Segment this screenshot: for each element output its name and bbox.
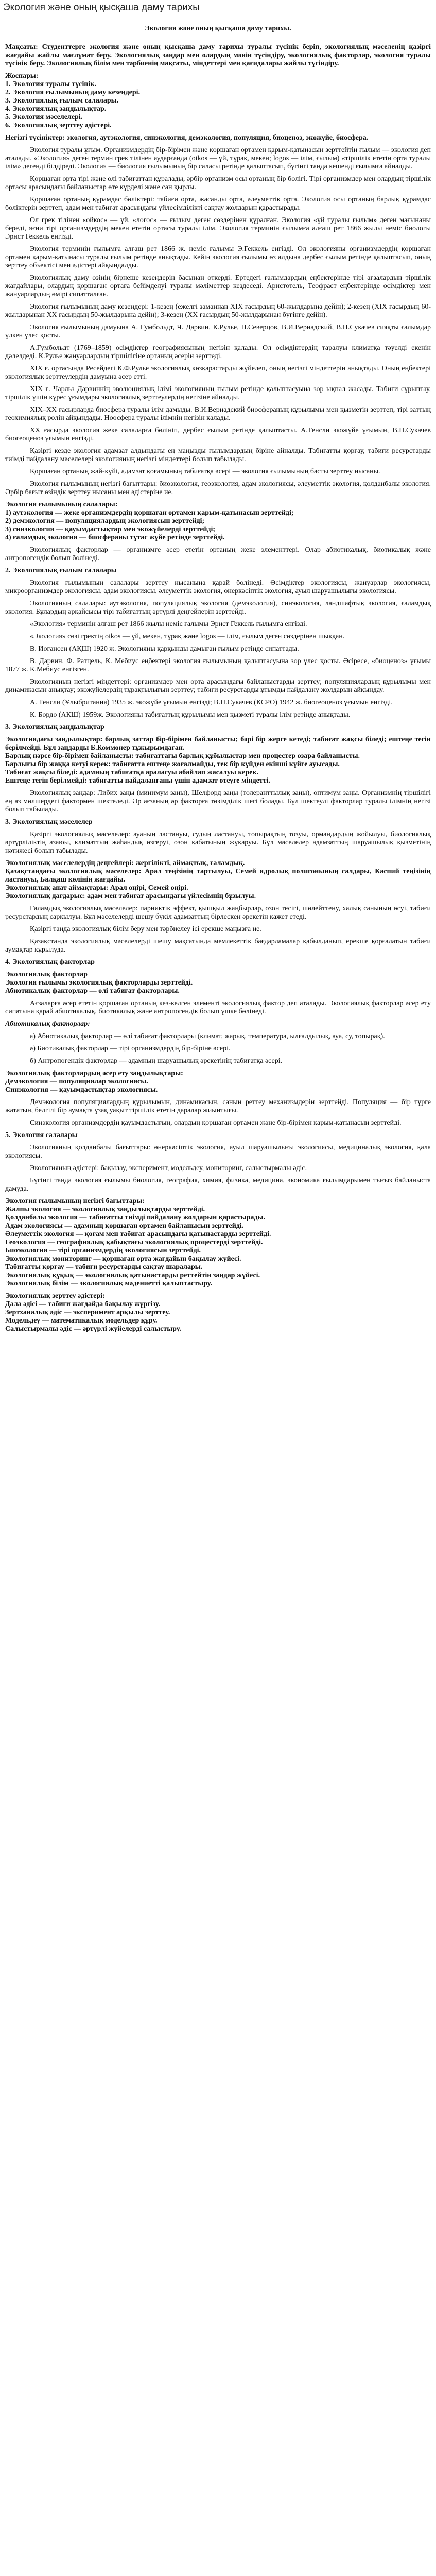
- paragraph: Қазіргі таңда экологиялық білім беру мен тәрбиелеу ісі ерекше маңызға ие.: [30, 925, 261, 933]
- paragraph: Ғаламдық экологиялық мәселелер: парниктік эффект, қышқыл жаңбырлар, озон тесігі, шөлейттену, халық санының өсуі, табиғи ресурстардың сарқылуы. Бұл мәселелерді шешу бүкіл адамзаттың бірлескен әрекетін қажет етеді.: [5, 905, 431, 921]
- paragraph: Экологияның қолданбалы бағыттары: өнеркәсіптік экология, ауыл шаруашылығы экологиясы, медициналық экология, қала экологиясы.: [5, 1144, 431, 1160]
- paragraph: б) Антропогендік факторлар — адамның шаруашылық әрекетінің табиғатқа әсері.: [30, 1057, 283, 1065]
- paragraph: Бүгінгі таңда экология ғылымы биология, география, химия, физика, медицина, экономика ғылымдарымен тығыз байланыста дамуда.: [5, 1177, 431, 1193]
- paragraph: Экологияның әдістері: бақылау, эксперимент, модельдеу, мониторинг, салыстырмалы әдіс.: [30, 1164, 307, 1172]
- paragraph: 4. Экологиялық факторлар: [5, 958, 95, 966]
- paragraph: XIX ғ. Чарльз Дарвиннің эволюциялық ілімі экологияның ғылым ретінде қалыптасуына зор ықпал жасады. Табиғи сұрыптау, тіршілік үшін күрес ұғымдары экологиялық зерттеулердің негізіне айналды.: [5, 385, 431, 401]
- document-body: [0, 15, 436, 1333]
- paragraph: 3. Экологиялық заңдылықтар: [5, 723, 104, 731]
- paragraph: А. Тенсли (Ұлыбритания) 1935 ж. экожүйе ұғымын енгізді; В.Н.Сукачев (КСРО) 1942 ж. биогеоценоз ұғымын енгізді.: [30, 699, 393, 706]
- paragraph: Экология ғылымының даму кезеңдері: 1-кезең (ежелгі заманнан XIX ғасырдың 60-жылдарына дейін); 2-кезең (XIX ғасырдың 60-жылдарынан XX ғасырдың 50-жылдарына дейін); 3-кезең (XX ғасырдың 50-жылдарынан бүгінге дейін).: [5, 303, 431, 319]
- paragraph: Қазақстанда экологиялық мәселелерді шешу мақсатында мемлекеттік бағдарламалар қабылданып, ерекше қорғалатын табиғи аумақтар құрылуда.: [5, 938, 431, 954]
- paragraph: Абиотикалық факторлар:: [5, 1020, 90, 1028]
- paragraph: Экология ғылымының салалары зерттеу нысанына қарай бөлінеді. Өсімдіктер экологиясы, жануарлар экологиясы, микроорганизмдер экологиясы, адам экологиясы, әлеуметтік экология, өнеркәсіптік экология, ауыл шаруашылығы экологиясы.: [5, 579, 431, 595]
- paragraph: К. Бордо (АҚШ) 1959ж. Экологияны табиғаттың құрылымы мен қызметі туралы ілім ретінде анықтады.: [30, 711, 351, 719]
- paragraph: Экологияның негізгі міндеттері: организмдер мен орта арасындағы байланыстарды зерттеу; популяциялардың құрылымы мен динамикасын анықтау; экожүйелердің тұрақтылығын зерттеу; табиғи ресурстарды ұтымды пайдалану жолдарын айқындау.: [5, 678, 431, 694]
- paragraph: XX ғасырда экология жеке салаларға бөлініп, дербес ғылым ретінде қалыптасты. А.Тенсли экожүйе ұғымын, В.Н.Сукачев биогеоценоз ұғымын енгізді.: [5, 427, 431, 443]
- paragraph: Қоршаған ортаның құрамдас бөліктері: табиғи орта, жасанды орта, әлеуметтік орта. Экология осы ортаның барлық құрамдас бөліктерін зерттеп, адам мен табиғат арасындағы үйлесімділікті сақтау жолдарын қарастырады.: [5, 196, 431, 212]
- paragraph: Қоршаған ортаның жай-күйі, адамзат қоғамының табиғатқа әсері — экология ғылымының басты зерттеу нысаны.: [30, 468, 380, 476]
- paragraph: Экологиялық даму өзінің бірнеше кезеңдерін басынан өткерді. Ертедегі ғалымдардың еңбектерінде тірі ағзалардың тіршілік жағдайлары, олардың қоршаған ортаға бейімделуі туралы мәліметтер кездеседі. Аристотель, Теофраст еңбектерінде өсімдіктер мен жануарлардың өмірі сипатталған.: [5, 274, 431, 298]
- paragraph: Ағзаларға әсер ететін қоршаған ортаның кез-келген элементі экологиялық фактор деп аталады. Экологиялық факторлар әсер ету сипатына қарай абиотикалық, биотикалық және антропогендік болып үшке бөлінеді.: [5, 999, 431, 1015]
- paragraph: Ол грек тілінен «ойкос» — үй, «логос» — ғылым деген сөздерінен құралған. Экология «үй туралы ғылым» деген мағынаны береді, яғни тірі организмдердің мекен ететін ортасы туралы ілім. Экология терминін ғылымға алғаш рет 1866 жылы неміс биологы Эрнст Геккель енгізді.: [5, 216, 431, 241]
- paragraph: Қазіргі экологиялық мәселелер: ауаның ластануы, судың ластануы, топырақтың тозуы, ормандардың жойылуы, биологиялық әртүрліліктің азаюы, климаттың жаһандық өзгеруі, озон қабатының жұқаруы. Бұл мәселелер адамзаттың шаруашылық қызметінің нәтижесі болып табылады.: [5, 831, 431, 855]
- document-content: [5, 43, 431, 1333]
- paragraph: Экология туралы ұғым. Организмдердің бір-бірімен және қоршаған ортамен қарым-қатынасын зерттейтін ғылым — экология деп аталады. «Экология» деген термин грек тілінен аударғанда (oikos — үй, тұрақ, мекен; logos — ілім, ғылым) «тіршілік ететін орта туралы ілім» дегенді білдіреді. Экология — биология ғылымының бір саласы ретінде қалыптасып, бүгінгі таңда кешенді ғылымға айналды.: [5, 146, 431, 171]
- paragraph: В. Дарвин, Ф. Ратцель, К. Мебиус еңбектері экология ғылымының қалыптасуына зор үлес қосты. Әсіресе, «биоценоз» ұғымы 1877 ж. К.Мебиус енгізген.: [5, 657, 431, 673]
- paragraph: Экологиялық заңдар: Либих заңы (минимум заңы), Шелфорд заңы (толеранттылық заңы), оптимум заңы. Организмнің тіршілігі ең аз мөлшердегі фактормен шектеледі. Әр ағзаның әр факторға төзімділік шегі болады. Бұл шектеулі факторлар туралы ілімнің негізі болып табылады.: [5, 789, 431, 814]
- paragraph: Экологиялық мәселелердің деңгейлері: жергілікті, аймақтық, ғаламдық. Қазақстандағы экологиялық мәселелер: Арал теңізінің тартылуы, Семей ядролық полигонының салдары, Каспий теңізінің ластануы, Балқаш көлінің жағдайы. Экологиялық апат аймақтары: Арал өңірі, Семей өңірі. Экологиялық дағдарыс: адам мен табиғат арасындағы үйлесімнің бұзылуы.: [5, 859, 431, 900]
- paragraph: Экология ғылымының салалары: 1) аутэкология — жеке организмдердің қоршаған ортамен қарым-қатынасын зерттейді; 2) демэкология — популяциялардың экологиясын зерттейді; 3) синэкология — қауымдастықтар мен экожүйелерді зерттейді; 4) ғаламдық экология — биосфераны тұтас жүйе ретінде зерттейді.: [5, 501, 294, 541]
- paragraph: Экологиялық факторлар Экология ғылымы экологиялық факторларды зерттейді. Абиотикалық факторлар — өлі табиғат факторлары.: [5, 971, 193, 995]
- paragraph: «Экология» сөзі гректің oikos — үй, мекен, тұрақ және logos — ілім, ғылым деген сөздерінен шыққан.: [30, 633, 345, 640]
- paragraph: ә) Биотикалық факторлар — тірі организмдердің бір-біріне әсері.: [30, 1045, 231, 1053]
- paragraph: Экология ғылымының дамуына А. Гумбольдт, Ч. Дарвин, К.Рулье, Н.Северцов, В.И.Вернадский, В.Н.Сукачев сияқты ғалымдар үлкен үлес қосты.: [5, 324, 431, 340]
- paragraph: Синэкология организмдердің қауымдастығын, олардың қоршаған ортамен және бір-бірімен қарым-қатынасын зерттейді.: [30, 1119, 402, 1127]
- spacer: [5, 19, 431, 25]
- paragraph: Қазіргі кезде экология адамзат алдындағы ең маңызды ғылымдардың біріне айналды. Табиғатты қорғау, табиғи ресурстарды тиімді пайдалану мәселелері экологияның негізгі міндеттері болып табылады.: [5, 447, 431, 463]
- paragraph: XIX–XX ғасырларда биосфера туралы ілім дамыды. В.И.Вернадский биосфераның құрылымы мен қызметін зерттеп, тірі заттың геохимиялық рөлін айқындады. Ноосфера туралы ілімнің негізін қалады.: [5, 406, 431, 422]
- paragraph: 2. Экологиялық ғылым салалары: [5, 567, 117, 574]
- paragraph: Экологиялық зерттеу әдістері: Дала әдісі — табиғи жағдайда бақылау жүргізу. Зертханалық әдіс — эксперимент арқылы зерттеу. Модельдеу — математикалық модельдер құру. Салыстырмалы әдіс — әртүрлі жүйелерді салыстыру.: [5, 1292, 181, 1333]
- paragraph: А.Гумбольдт (1769–1859) өсімдіктер географиясының негізін қалады. Ол өсімдіктердің таралуы климатқа тәуелді екенін дәлелдеді. К.Рулье жануарлардың тіршілігіне ортаның әсерін зерттеді.: [5, 344, 431, 360]
- paragraph: Негізгі түсініктер: экология, аутэкология, синэкология, демэкология, популяция, биоценоз, экожүйе, биосфера.: [5, 134, 369, 142]
- paragraph: Экология терминін ғылымға алғаш рет 1866 ж. неміс ғалымы Э.Геккель енгізді. Ол экологияны организмдердің қоршаған ортамен қарым-қатынасы туралы ғылым ретінде анықтады. Кейін экология ғылымы өз алдына дербес ғылым ретінде қалыптасып, оның зерттеу объектісі мен әдістері айқындалды.: [5, 245, 431, 269]
- paragraph: Экологиядағы заңдылықтар: барлық заттар бір-бірімен байланысты; бәрі бір жерге кетеді; табиғат жақсы біледі; ештеңе тегін берілмейді. Бұл заңдарды Б.Коммонер тұжырымдаған. Барлық нәрсе бір-бірімен байланысты: табиғаттағы барлық құбылыстар мен процестер өзара байланысты. Барлығы бір жаққа кетуі керек: табиғатта ештеңе жоғалмайды, тек бір күйден екінші күйге ауысады. Табиғат жақсы біледі: адамның табиғатқа араласуы абайлап жасалуы керек. Ештеңе тегін берілмейді: табиғатты пайдаланғаны үшін адамзат өтеуге міндетті.: [5, 736, 431, 785]
- paragraph: Мақсаты: Студенттерге экология және оның қысқаша даму тарихы туралы түсінік беріп, экологиялық мәселенің қазіргі жағдайы жайлы мағлұмат беру. Экологиялық заңдар мен олардың мәнін түсіндіру, экологиялық факторлар, экология туралы түсінік беру. Экологиялық білім мен тәрбиенің мақсаты, міндеттері мен қағидалары жайлы түсіндіру.: [5, 43, 431, 67]
- paragraph: Жоспары: 1. Экология туралы түсінік. 2. Экология ғылымының даму кезеңдері. 3. Экологиялық ғылым салалары. 4. Экологиялық заңдылықтар. 5. Экология мәселелері. 6. Экологиялық зерттеу әдістері.: [5, 72, 141, 129]
- paragraph: 5. Экология салалары: [5, 1131, 78, 1139]
- paragraph: Экологиялық факторлар — организмге әсер ететін ортаның жеке элементтері. Олар абиотикалық, биотикалық және антропогендік болып бөлінеді.: [5, 546, 431, 562]
- paragraph: Экология ғылымының негізгі бағыттары: биоэкология, геоэкология, адам экологиясы, әлеуметтік экология, қолданбалы экология. Әрбір бағыт өзіндік зерттеу нысаны мен әдістеріне ие.: [5, 480, 431, 496]
- window-title: Экология және оның қысқаша даму тарихы: [0, 0, 436, 15]
- paragraph: 3. Экологиялық мәселелер: [5, 818, 93, 826]
- paragraph: Қоршаған орта тірі және өлі табиғаттан құралады, әрбір организм осы ортаның бір бөлігі. Тірі организмдер мен олардың тіршілік ортасы арасындағы байланыстар өте күрделі және сан қырлы.: [5, 175, 431, 191]
- paragraph: В. Иогансен (АҚШ) 1920 ж. Экологияны қарқынды дамыған ғылым ретінде сипаттады.: [30, 645, 299, 653]
- spacer: [5, 37, 431, 43]
- paragraph: Экологияның салалары: аутэкология, популяциялық экология (демэкология), синэкология, ландшафтық экология, ғаламдық экология. Бұлардың әрқайсысы тірі табиғаттың әртүрлі деңгейлерін зерттейді.: [5, 600, 431, 616]
- paragraph: Экологиялық факторлардың әсер ету заңдылықтары: Демэкология — популяциялар экологиясы. Синэкология — қауымдастықтар экологиясы.: [5, 1070, 183, 1094]
- paragraph: а) Абиотикалық факторлар — өлі табиғат факторлары (климат, жарық, температура, ылғалдылық, ауа, су, топырақ).: [30, 1032, 385, 1040]
- paragraph: Демэкология популяциялардың құрылымын, динамикасын, санын реттеу механизмдерін зерттейді. Популяция — бір түрге жататын, белгілі бір аумақта ұзақ уақыт тіршілік ететін даралар жиынтығы.: [5, 1098, 431, 1114]
- paragraph: Экология ғылымының негізгі бағыттары: Жалпы экология — экологиялық заңдылықтарды зерттейді. Қолданбалы экология — табиғатты тиімді пайдалану жолдарын қарастырады. Адам экологиясы — адамның қоршаған ортамен байланысын зерттейді. Әлеуметтік экология — қоғам мен табиғат арасындағы қатынастарды зерттейді. Геоэкология — географиялық қабықтағы экологиялық процестерді зерттейді. Биоэкология — тірі организмдердің экологиясын зерттейді. Экологиялық мониторинг — қоршаған орта жағдайын бақылау жүйесі. Табиғатты қорғау — табиғи ресурстарды сақтау шаралары. Экологиялық құқық — экологиялық қатынастарды реттейтін заңдар жүйесі. Экологиялық білім — экологиялық мәдениетті қалыптастыру.: [5, 1197, 271, 1287]
- paragraph: «Экология» терминін алғаш рет 1866 жылы неміс ғалымы Эрнст Геккель ғылымға енгізді.: [30, 620, 307, 628]
- paragraph: XIX ғ. ортасында Ресейдегі К.Ф.Рулье экологиялық көзқарастарды жүйелеп, оның негізгі міндеттерін анықтады. Оның еңбектері экологиялық зерттеулердің дамуына әсер етті.: [5, 365, 431, 381]
- document-heading: Экология және оның қысқаша даму тарихы.: [145, 25, 291, 32]
